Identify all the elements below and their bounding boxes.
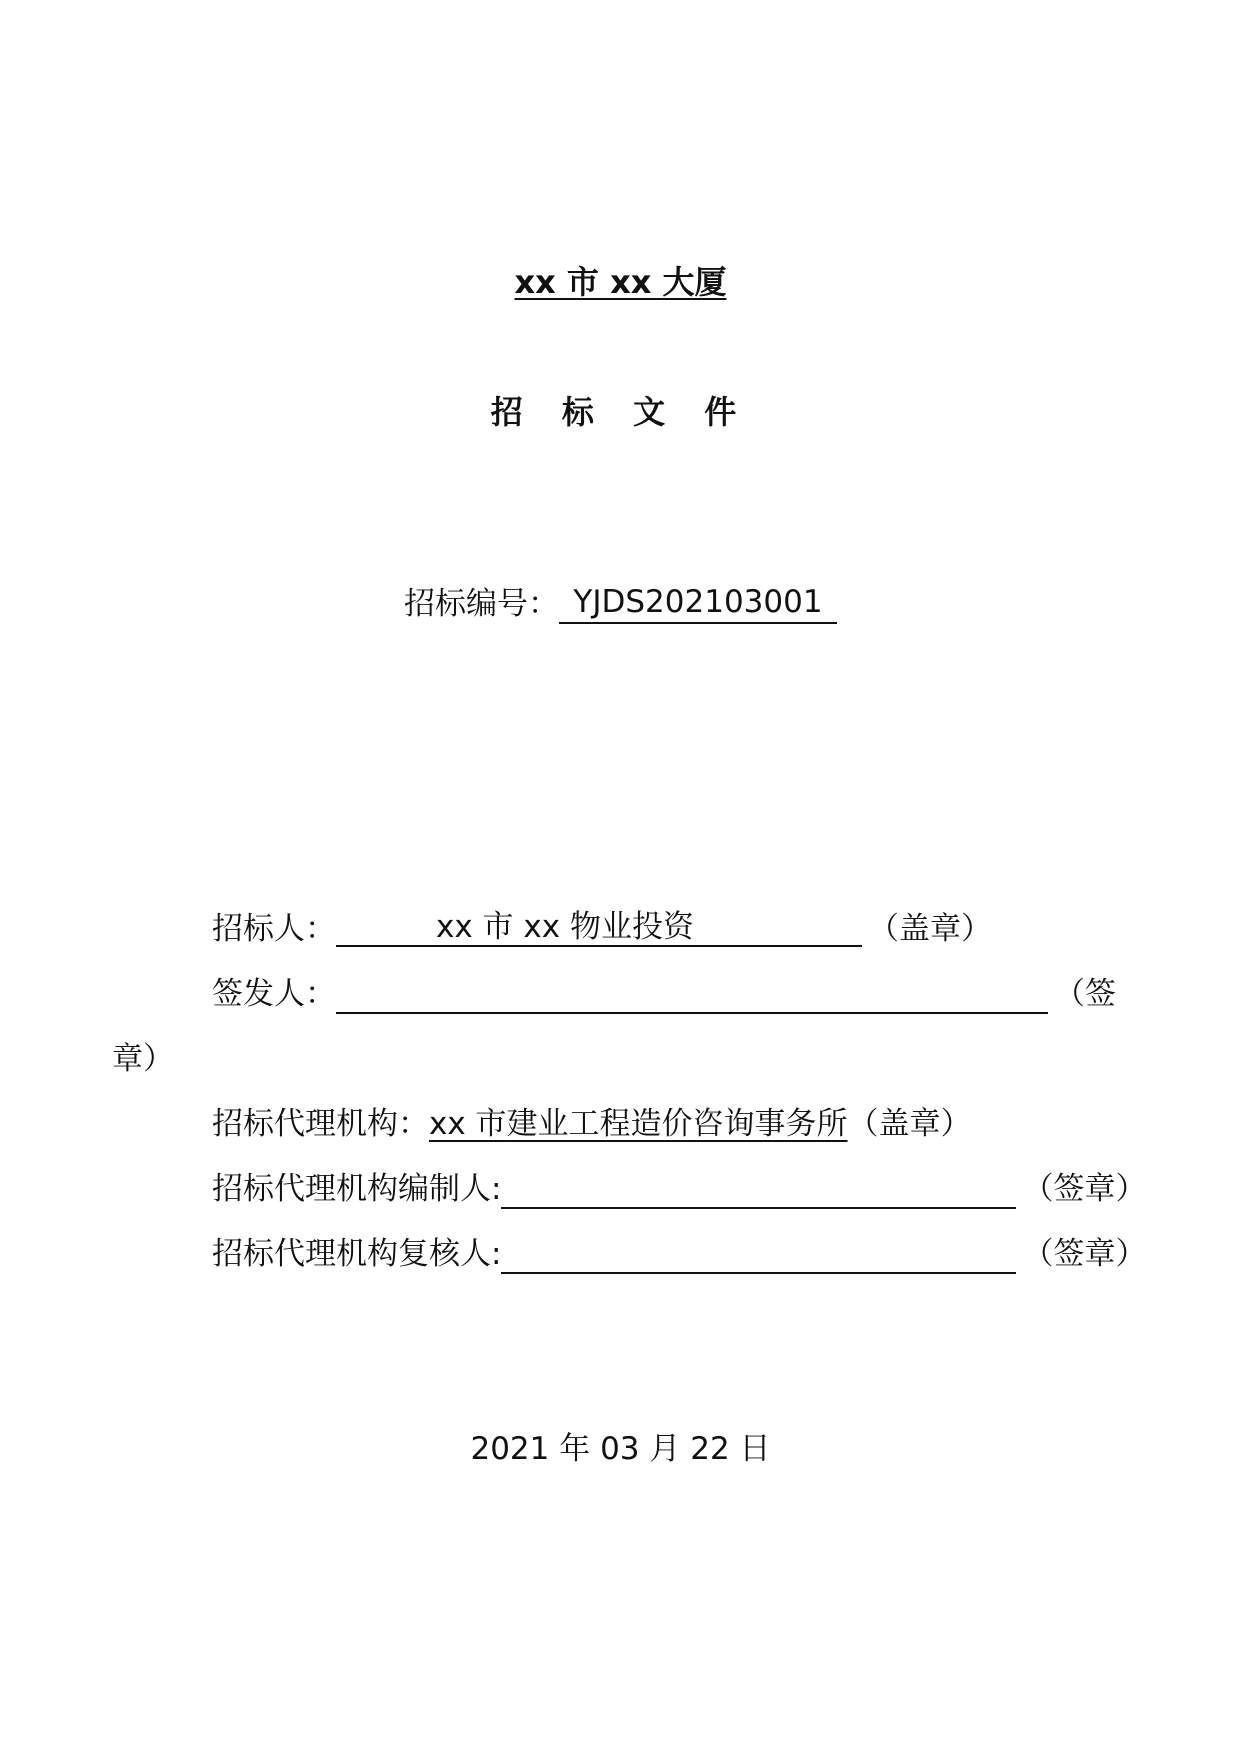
reviewer-label: 招标代理机构复核人: bbox=[212, 1236, 502, 1272]
reviewer-sign-note: （签章） bbox=[1022, 1236, 1147, 1272]
tender-number-line bbox=[0, 584, 1241, 624]
document-date: 2021 年 03 月 22 日 bbox=[470, 1431, 771, 1467]
document-subtitle: 招 标 文 件 bbox=[490, 393, 751, 431]
compiler-field bbox=[212, 1169, 1146, 1209]
tenderer-seal-note: （盖章） bbox=[868, 911, 992, 947]
tenderer-field bbox=[212, 909, 992, 949]
document-title: xx 市 xx 大厦 bbox=[514, 263, 727, 301]
tenderer-label: 招标人： bbox=[212, 911, 336, 947]
tenderer-value: xx 市 xx 物业投资 bbox=[336, 909, 862, 947]
issuer-sign-note: （签 bbox=[1054, 976, 1116, 1012]
reviewer-signature-blank bbox=[501, 1234, 1016, 1274]
issuer-sign-note-wrapped: 章） bbox=[112, 1041, 174, 1077]
issuer-label: 签发人： bbox=[212, 976, 336, 1012]
reviewer-field bbox=[212, 1234, 1146, 1274]
compiler-sign-note: （签章） bbox=[1022, 1171, 1147, 1207]
agency-field bbox=[212, 1104, 972, 1144]
issuer-signature-blank bbox=[336, 974, 1048, 1014]
agency-value: xx 市建业工程造价咨询事务所 bbox=[429, 1106, 848, 1142]
compiler-signature-blank bbox=[501, 1169, 1016, 1209]
issuer-field bbox=[212, 974, 1116, 1014]
compiler-label: 招标代理机构编制人: bbox=[212, 1171, 502, 1207]
document-title-line bbox=[0, 262, 1241, 302]
agency-seal-note: （盖章） bbox=[847, 1106, 972, 1142]
tender-number-label: 招标编号： bbox=[404, 586, 559, 622]
tender-number-value: YJDS202103001 bbox=[559, 584, 837, 624]
agency-label: 招标代理机构： bbox=[212, 1106, 429, 1142]
